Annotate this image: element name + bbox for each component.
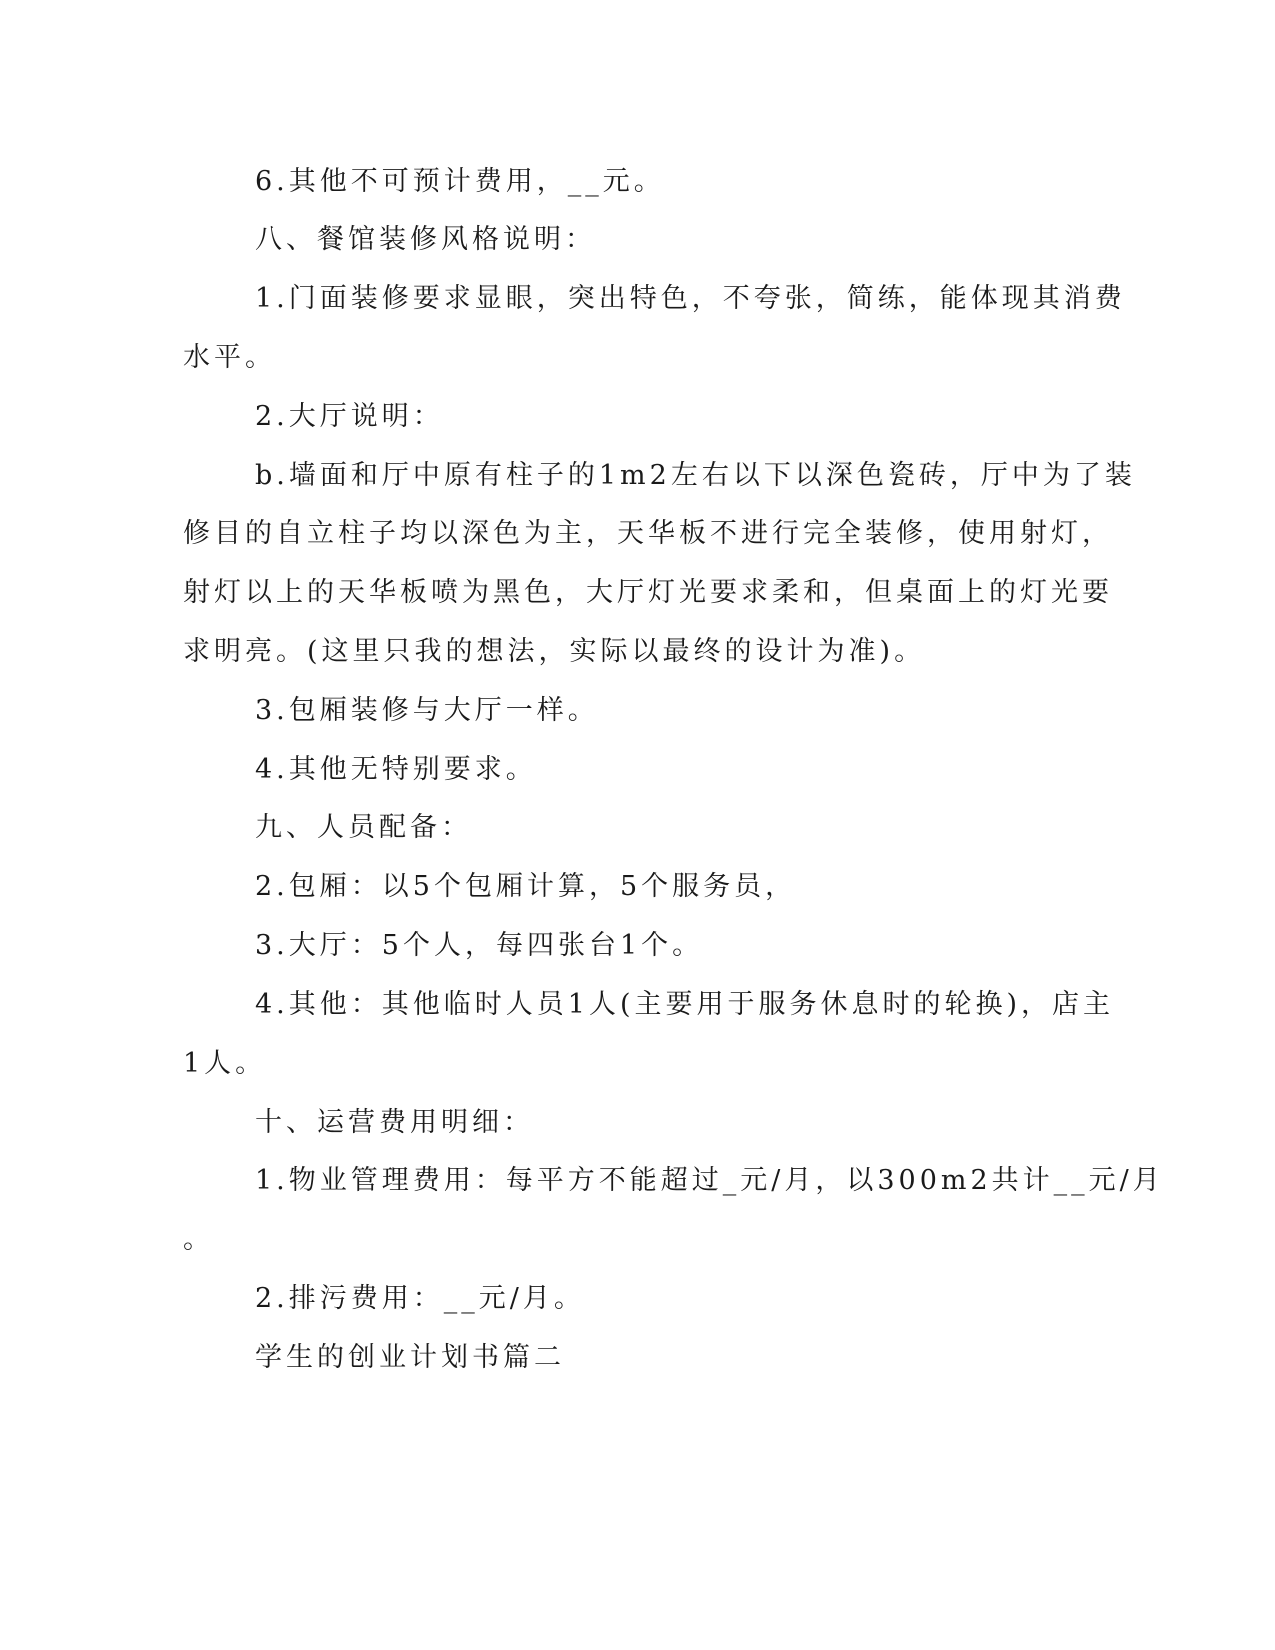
paragraph-line: 4.其他无特别要求。 <box>255 754 537 785</box>
paragraph-line: 2.包厢：以5个包厢计算，5个服务员， <box>255 871 797 902</box>
paragraph-line: 1人。 <box>183 1048 267 1079</box>
paragraph-line: 6.其他不可预计费用，__元。 <box>255 166 665 197</box>
paragraph-line: 求明亮。(这里只我的想法，实际以最终的设计为准)。 <box>183 636 926 667</box>
paragraph-line: 射灯以上的天华板喷为黑色，大厅灯光要求柔和，但桌面上的灯光要 <box>183 577 1113 608</box>
paragraph-line: 4.其他：其他临时人员1人(主要用于服务休息时的轮换)，店主 <box>255 989 1115 1020</box>
paragraph-line: 3.大厅：5个人，每四张台1个。 <box>255 930 704 961</box>
paragraph-line: 2.大厅说明： <box>255 401 444 432</box>
paragraph-line: 1.物业管理费用：每平方不能超过_元/月，以300m2共计__元/月 <box>255 1165 1164 1196</box>
section-heading: 九、人员配备： <box>255 812 472 843</box>
paragraph-line: 1.门面装修要求显眼，突出特色，不夸张，简练，能体现其消费 <box>255 283 1126 314</box>
paragraph-line: b.墙面和厅中原有柱子的1m2左右以下以深色瓷砖，厅中为了装 <box>255 460 1136 491</box>
section-heading: 八、餐馆装修风格说明： <box>255 224 596 255</box>
paragraph-line: 修目的自立柱子均以深色为主，天华板不进行完全装修，使用射灯， <box>183 518 1113 549</box>
paragraph-line: 3.包厢装修与大厅一样。 <box>255 695 599 726</box>
document-title: 学生的创业计划书篇二 <box>255 1342 565 1373</box>
paragraph-line: 。 <box>183 1224 214 1255</box>
paragraph-line: 2.排污费用：__元/月。 <box>255 1283 585 1314</box>
paragraph-line: 水平。 <box>183 342 276 373</box>
section-heading: 十、运营费用明细： <box>255 1107 534 1138</box>
